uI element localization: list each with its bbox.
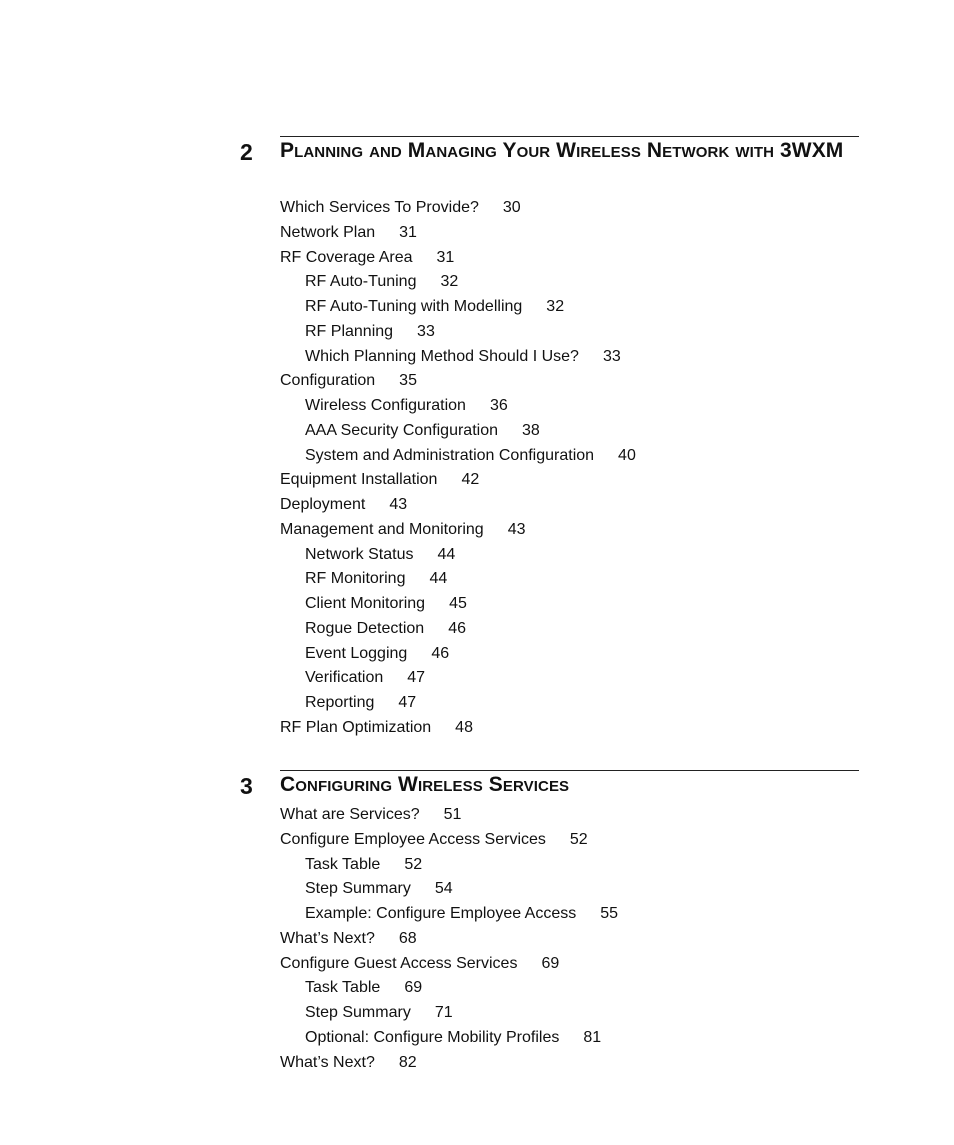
toc-page-number: 82 [398,1053,417,1071]
toc-entry-title: Rogue Detection [305,619,425,637]
toc-page-number: 32 [546,298,565,315]
toc-entry[interactable] [280,853,859,878]
toc-page-number: 44 [437,545,456,563]
toc-entry-title: Which Planning Method Should I Use? [305,347,579,365]
toc-list [280,196,859,741]
toc-entry-title: RF Auto-Tuning [305,273,417,291]
toc-page-number: 36 [489,397,508,414]
toc-entry-title: Task Table [305,979,381,997]
toc-entry[interactable] [280,320,859,345]
toc-entry-title: What’s Next? [280,929,375,947]
toc-entry-title: What are Services? [280,806,420,823]
toc-entry-title: Client Monitoring [305,595,426,612]
toc-page-number: 46 [431,644,450,662]
toc-entry[interactable] [280,444,859,469]
chapter-number: 2 [240,139,253,165]
toc-page-number: 32 [440,273,459,291]
toc-page-number: 48 [455,718,473,736]
toc-entry[interactable] [280,270,859,295]
toc-page-number: 52 [404,855,423,873]
toc-entry[interactable] [280,976,859,1001]
toc-page-number: 68 [398,929,417,947]
toc-entry[interactable] [280,617,859,642]
toc-entry[interactable] [280,295,859,320]
toc-page-number: 47 [407,669,426,687]
toc-entry-title: AAA Security Configuration [305,421,498,439]
toc-entry[interactable] [280,369,859,394]
toc-entry[interactable] [280,691,859,716]
toc-entry[interactable] [280,567,859,592]
toc-entry-title: Configure Guest Access Services [280,954,518,972]
chapter-rule [280,770,859,771]
toc-page-number: 54 [434,880,453,898]
toc-page-number: 71 [434,1004,453,1021]
toc-entry-title: Network Status [305,545,414,563]
chapter-title: Planning and Managing Your Wireless Network with 3WXM [280,139,844,162]
toc-entry[interactable] [280,642,859,667]
toc-entry-title: System and Administration Configuration [305,446,595,464]
toc-page-number: 52 [569,830,588,848]
toc-entry-title: RF Planning [305,322,394,340]
toc-page-number: 47 [398,694,417,711]
toc-entry[interactable] [280,952,859,977]
chapter-number: 3 [240,773,253,799]
toc-entry[interactable] [280,927,859,952]
toc-entry-title: Network Plan [280,223,376,241]
toc-entry-title: What’s Next? [280,1053,375,1071]
toc-entry[interactable] [280,518,859,543]
toc-entry-title: Wireless Configuration [305,397,466,414]
toc-page-number: 35 [399,372,417,390]
toc-entry[interactable] [280,345,859,370]
toc-entry[interactable] [280,221,859,246]
toc-entry-title: Which Services To Provide? [280,199,479,216]
chapter-title: Configuring Wireless Services [280,773,570,796]
toc-entry-title: RF Auto-Tuning with Modelling [305,298,523,315]
toc-page-number: 45 [449,595,467,612]
toc-entry-title: RF Plan Optimization [280,718,432,736]
toc-entry-title: RF Monitoring [305,570,406,588]
toc-entry-title: Reporting [305,694,375,711]
toc-entry-title: Deployment [280,496,366,513]
toc-entry[interactable] [280,543,859,568]
toc-page-number: 44 [429,570,448,588]
toc-page-number: 30 [502,199,521,216]
toc-page-number: 40 [618,446,636,464]
toc-entry[interactable] [280,419,859,444]
toc-page-number: 31 [436,248,455,266]
toc-entry[interactable] [280,803,859,828]
toc-list [280,803,859,1075]
toc-entry-title: Management and Monitoring [280,520,484,538]
toc-entry-title: Event Logging [305,644,408,662]
toc-entry-title: Step Summary [305,880,411,898]
toc-entry[interactable] [280,493,859,518]
toc-entry[interactable] [280,877,859,902]
toc-page-number: 55 [600,905,619,922]
toc-entry-title: Configuration [280,372,376,390]
toc-page-number: 69 [541,954,560,972]
toc-page-number: 69 [404,979,423,997]
toc-entry[interactable] [280,196,859,221]
toc-page-number: 38 [522,421,540,439]
toc-entry-title: Equipment Installation [280,471,438,489]
toc-page-number: 43 [507,520,526,538]
toc-page-number: 33 [417,322,435,340]
toc-entry[interactable] [280,902,859,927]
toc-entry[interactable] [280,468,859,493]
toc-entry-title: Example: Configure Employee Access [305,905,577,922]
toc-entry[interactable] [280,394,859,419]
toc-entry-title: Step Summary [305,1004,411,1021]
toc-page-number: 51 [443,806,462,823]
toc-entry[interactable] [280,666,859,691]
toc-entry-title: Verification [305,669,384,687]
toc-page-number: 33 [602,347,621,365]
toc-entry[interactable] [280,592,859,617]
toc-entry[interactable] [280,1026,859,1051]
toc-page-number: 46 [448,619,466,637]
toc-entry-title: Optional: Configure Mobility Profiles [305,1028,560,1046]
toc-entry[interactable] [280,1001,859,1026]
toc-page-number: 31 [399,223,417,241]
toc-entry-title: Task Table [305,855,381,873]
toc-page-number: 43 [389,496,408,513]
toc-page-number: 81 [583,1028,602,1046]
toc-entry[interactable] [280,828,859,853]
toc-page-number: 42 [461,471,480,489]
chapter-rule [280,136,859,137]
toc-entry[interactable] [280,1051,859,1076]
toc-entry[interactable] [280,716,859,741]
toc-entry-title: RF Coverage Area [280,248,413,266]
toc-entry-title: Configure Employee Access Services [280,830,546,848]
toc-entry[interactable] [280,246,859,271]
